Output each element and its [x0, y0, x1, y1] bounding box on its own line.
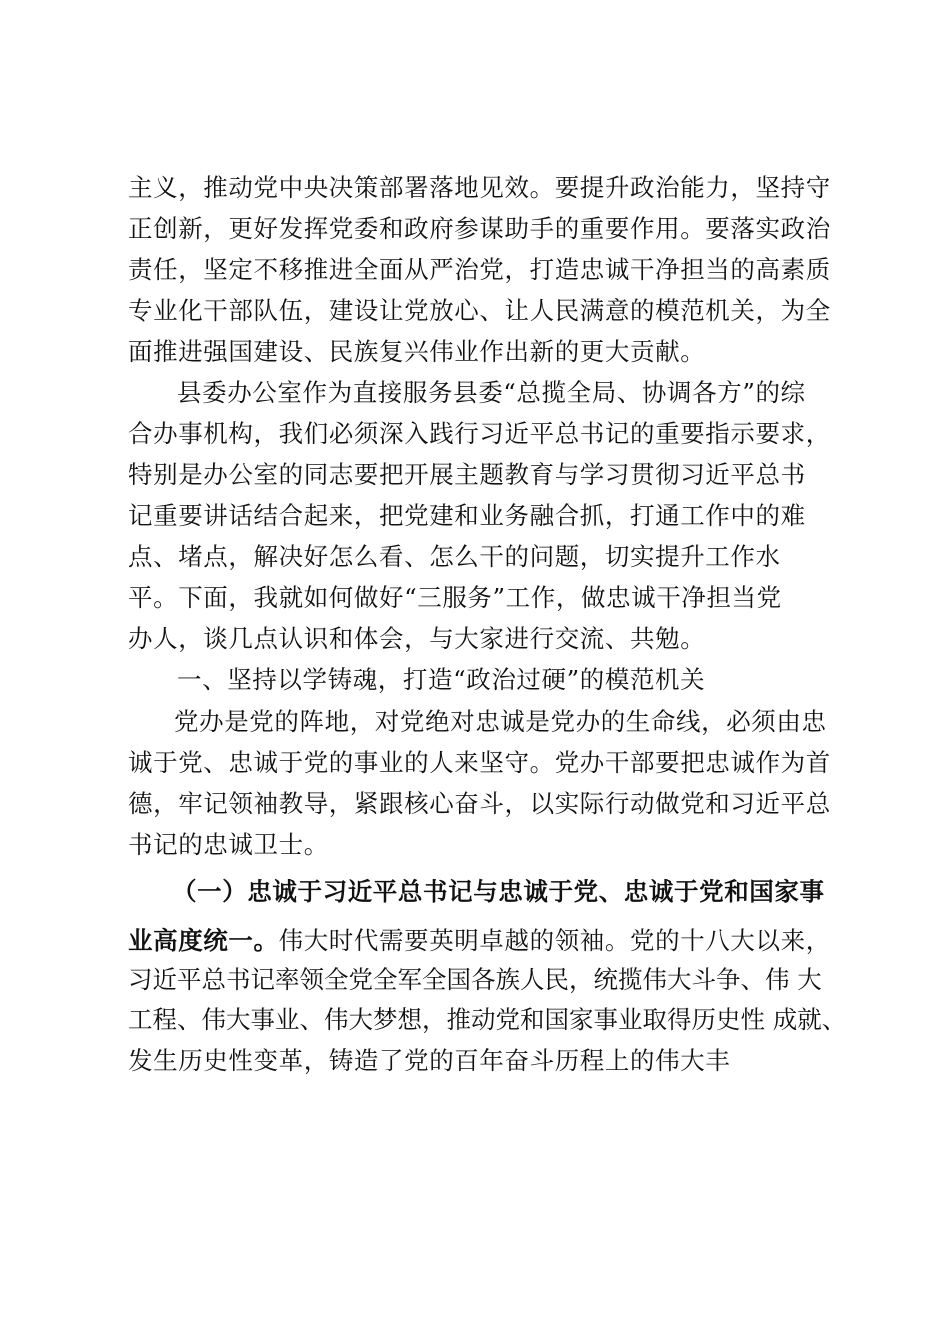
paragraph-line: 诚于党、忠诚于党的事业的人来坚守。党办干部要把忠诚作为首 [128, 748, 831, 777]
paragraph-line: 点、堵点，解决好怎么看、怎么干的问题，切实提升工作水 [128, 542, 781, 571]
paragraph-line: 特别是办公室的同志要把开展主题教育与学习贯彻习近平总书 [128, 460, 806, 489]
subsection-heading: （一）忠诚于习近平总书记与忠诚于党、忠诚于党和国家事 [172, 877, 825, 906]
paragraph-line: 县委办公室作为直接服务县委“总揽全局、协调各方”的综 [177, 378, 806, 407]
subsection-heading-end: 业高度统一。 [128, 926, 279, 955]
paragraph-line: 主义，推动党中央决策部署落地见效。要提升政治能力，坚持守 [128, 173, 831, 202]
paragraph-line: 发生历史性变革，铸造了党的百年奋斗历程上的伟大丰 [128, 1046, 731, 1075]
paragraph-line: 面推进强国建设、民族复兴伟业作出新的更大贡献。 [128, 337, 706, 366]
paragraph-line: 合办事机构，我们必须深入践行习近平总书记的重要指示要求， [128, 419, 831, 448]
paragraph-line: 专业化干部队伍，建设让党放心、让人民满意的模范机关，为全 [128, 296, 831, 325]
paragraph-line: 平。下面，我就如何做好“三服务”工作，做忠诚干净担当党 [128, 583, 782, 612]
paragraph-line: 德，牢记领袖教导，紧跟核心奋斗，以实际行动做党和习近平总 [128, 789, 831, 818]
heading-continuation-line [128, 921, 831, 961]
paragraph-line: 责任，坚定不移推进全面从严治党，打造忠诚干净担当的高素质 [128, 255, 831, 284]
paragraph-line: 书记的忠诚卫士。 [128, 830, 329, 859]
paragraph-line: 正创新，更好发挥党委和政府参谋助手的重要作用。要落实政治 [128, 214, 831, 243]
paragraph-line: 工程、伟大事业、伟大梦想，推动党和国家事业取得历史性 成就、 [128, 1005, 847, 1034]
paragraph-line: 办人，谈几点认识和体会，与大家进行交流、共勉。 [128, 624, 706, 653]
section-heading: 一、坚持以学铸魂，打造“政治过硬”的模范机关 [177, 665, 706, 694]
paragraph-line: 党办是党的阵地，对党绝对忠诚是党办的生命线，必须由忠 [174, 707, 827, 736]
paragraph-line: 记重要讲话结合起来，把党建和业务融合抓，打通工作中的难 [128, 501, 806, 530]
paragraph-text: 伟大时代需要英明卓越的领袖。党的十八大以来， [278, 926, 831, 955]
paragraph-line: 习近平总书记率领全党全军全国各族人民，统揽伟大斗争、伟 大 [128, 965, 822, 994]
